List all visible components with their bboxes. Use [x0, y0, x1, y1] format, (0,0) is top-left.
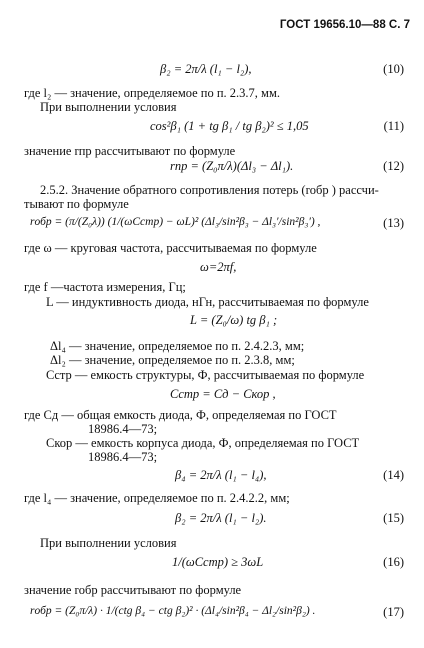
equation-15: β₂ = 2π/λ (l₁ − l₂). — [175, 511, 267, 525]
cd-definition-line2: 18986.4—73; — [88, 422, 158, 436]
equation-L: L = (Z₀/ω) tg β₁ ; — [190, 313, 278, 327]
l2-definition: где l₂ — значение, определяемое по п. 2.3.7, мм. — [24, 86, 281, 100]
equation-12: rпр = (Z₀π/λ)(Δl₃ − Δl₁). — [170, 159, 294, 173]
dl4-definition: Δl₄ — значение, определяемое по п. 2.4.2.3, мм; — [50, 339, 305, 353]
equation-15-number: (15) — [383, 511, 404, 525]
equation-12-number: (12) — [383, 159, 404, 173]
L-definition: L — индуктивность диода, нГн, рассчитываемая по формуле — [46, 295, 369, 309]
equation-14-number: (14) — [383, 468, 404, 482]
equation-16-number: (16) — [383, 555, 404, 569]
omega-definition: где ω — круговая частота, рассчитываемая по формуле — [24, 241, 317, 255]
equation-omega: ω=2πf, — [200, 260, 237, 274]
equation-13: rобр = (π/(Z₀λ)) (1/(ωCстр) − ωL)² (Δl₃/sin²β₃ − Δl₃′/sin²β₃′) , — [30, 216, 321, 228]
equation-11-number: (11) — [383, 119, 404, 133]
condition2-intro: При выполнении условия — [40, 536, 177, 550]
page-header: ГОСТ 19656.10—88 С. 7 — [279, 19, 410, 31]
equation-10-number: (10) — [383, 62, 404, 76]
f-definition: где f —частота измерения, Гц; — [24, 280, 186, 294]
equation-14: β₄ = 2π/λ (l₁ − l₄), — [175, 468, 267, 482]
equation-16: 1/(ωCстр) ≥ 3ωL — [172, 555, 264, 569]
equation-11: cos²β₁ (1 + tg β₁ / tg β₂)² ≤ 1,05 — [150, 119, 309, 133]
equation-17: rобр = (Z₀π/λ) · 1/(ctg β₄ − ctg β₂)² · (Δl₄/sin²β₄ − Δl₂/sin²β₂) . — [30, 605, 316, 617]
robr-intro: значение rобр рассчитывают по формуле — [24, 583, 242, 597]
ckor-definition-line2: 18986.4—73; — [88, 450, 158, 464]
equation-13-number: (13) — [383, 216, 404, 230]
section-2-5-2-line2: тывают по формуле — [24, 197, 129, 211]
l4-definition: где l₄ — значение, определяемое по п. 2.4.2.2, мм; — [24, 491, 290, 505]
equation-cstr: Cстр = Cд − Cкор , — [170, 387, 276, 401]
ckor-definition-line1: Cкор — емкость корпуса диода, Ф, определяемая по ГОСТ — [46, 436, 360, 450]
cstr-definition: Cстр — емкость структуры, Ф, рассчитываемая по формуле — [46, 368, 365, 382]
equation-17-number: (17) — [383, 605, 404, 619]
section-2-5-2-line1: 2.5.2. Значение обратного сопротивления потерь (rобр ) рассчи- — [40, 183, 379, 197]
rpr-intro: значение rпр рассчитывают по формуле — [24, 144, 236, 158]
cd-definition-line1: где Cд — общая емкость диода, Ф, определяемая по ГОСТ — [24, 408, 337, 422]
condition-intro: При выполнении условия — [40, 100, 177, 114]
dl2-definition: Δl₂ — значение, определяемое по п. 2.3.8, мм; — [50, 353, 295, 367]
equation-10: β₂ = 2π/λ (l₁ − l₂), — [160, 62, 252, 76]
